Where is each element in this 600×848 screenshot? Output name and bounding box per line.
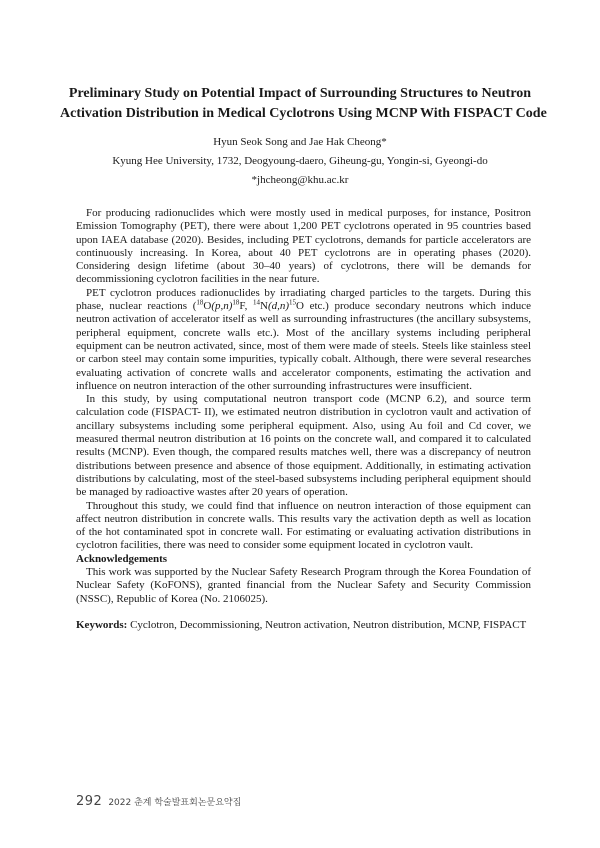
acknowledgements-text: This work was supported by the Nuclear Safety Research Program through the Korea Foundation of Nuclear Safety (KoFONS), granted financial from the Nuclear Safety and Security Commission (NSSC), Republic of Korea (No. 2106025). [76, 566, 531, 605]
paper-title [60, 84, 547, 124]
paragraph-2 [76, 287, 531, 393]
p2-sup-2: 18 [232, 298, 240, 307]
p2-reaction-2: (d,n) [267, 300, 290, 313]
p2-text-e: N [260, 300, 268, 313]
email: *jhcheong@khu.ac.kr [251, 174, 349, 186]
p2-text-d: F, [239, 300, 254, 313]
abstract-body [76, 207, 531, 553]
page-number: 292 [76, 794, 103, 809]
paragraph-1: For producing radionuclides which were mostly used in medical purposes, for instance, Positron Emission Tomography (PET), there were about 1,200 PET cyclotrons operated in 95 countries based upon IAEA database (2020). Besides, including PET cyclotrons, demands for particle accelerators are continuously increasing. In Korea, about 40 PET cyclotrons are in operating phases (2020). Considering design lifetime (about 30–40 years) of cyclotrons, there will be demands for decommissioning cyclotron facilities in the near future. [76, 207, 531, 286]
paragraph-4: Throughout this study, we could find that influence on neutron interaction of those equipment can affect neutron distribution in concrete walls. This results vary the activation depth as well as location of the hot contaminated spot in concrete wall. For estimating or evaluating activation distributions in cyclotron facilities, there was need to consider some equipment located in cyclotron vault. [76, 499, 531, 552]
p2-text-a: PET cyclotron produces radionuclides by irradiating charged particles to the targets. During this phase, nuclear reactions ( [76, 286, 531, 313]
affiliation: Kyung Hee University, 1732, Deogyoung-daero, Giheung-gu, Yongin-si, Gyeongi-do [112, 155, 488, 167]
title-line-1: Preliminary Study on Potential Impact of Surrounding Structures to Neutron [68, 86, 532, 101]
journal-name: 2022 춘계 학술발표회논문요약집 [108, 798, 242, 808]
acknowledgements-heading: Acknowledgements [76, 553, 168, 565]
p2-sup-1: 18 [196, 298, 204, 307]
keywords [76, 619, 546, 631]
p2-reaction-1: (p,n) [211, 300, 233, 313]
paragraph-3: In this study, by using computational neutron transport code (MCNP 6.2), and source term calculation code (FISPACT- II), we estimated neutron distribution in cyclotron vault and activation of ancillary subsystems including some peripheral equipment. Also, using Au foil and Cd cover, we measured thermal neutron distribution at 16 points on the concrete wall, and compared it to calculated results (MCNP). Even though, the compared results matches well, there was a discrepancy of neutron distributions between presence and absence of those equipment. Additionally, in estimating activation distributions by calculating, most of the steel-based subsystems including peripheral equipment should be managed by radioactive wastes after 20 years of operation. [76, 393, 531, 499]
p2-sup-3: 14 [253, 298, 261, 307]
p2-sup-4: 15 [289, 298, 297, 307]
keywords-text: Cyclotron, Decommissioning, Neutron activation, Neutron distribution, MCNP, FISPACT [127, 619, 527, 631]
authors: Hyun Seok Song and Jae Hak Cheong* [213, 136, 387, 148]
page-footer [76, 790, 241, 809]
p2-text-b: O [203, 300, 212, 313]
title-line-2: Activation Distribution in Medical Cyclotrons Using MCNP With FISPACT Code [60, 106, 547, 121]
keywords-label: Keywords: [76, 619, 128, 631]
p2-text-g: O etc.) produce secondary neutrons which induce neutron activation of accelerator itself as well as surrounding infrastructures (the ancillary subsystems, peripheral equipment, concrete walls etc.). Most of the ancillary systems including peripheral equipment can be neutron activated, since, most of them were made of steels. Steels like stainless steel or carbon steel may contain some impurities, typically cobalt. Although, there were several researches evaluating activation of concrete walls and accelerator components, estimating the activation and influence on neutron interaction of the other surrounding infrastructures were insufficient. [76, 300, 531, 392]
